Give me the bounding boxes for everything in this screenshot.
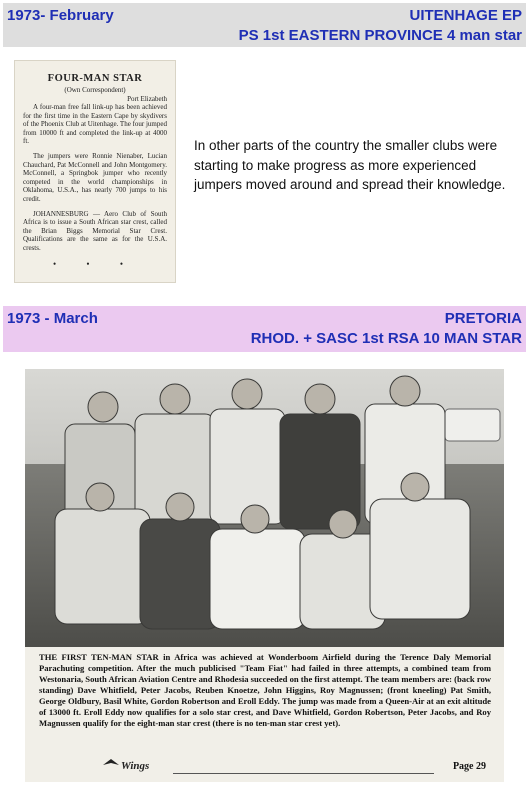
section-header-february [3,3,526,47]
section-title: RHOD. + SASC 1st RSA 10 MAN STAR [250,330,522,347]
section-location: PRETORIA [444,310,522,327]
team-photo [25,369,504,647]
photo-caption: THE FIRST TEN-MAN STAR in Africa was achieved at Wonderboom Airfield during the Terence Daly Memorial Parachuting competition. After the much publicised "Team Fiat" had failed in three attempts, a combined team from Westonaria, South African Aviation Centre and Rhodesia succeeded on the first attempt. The team members are: (back row standing) Dave Whitfield, Peter Jacobs, Reuben Knoetze, John Higgins, Roy Magnussen; (front kneeling) Pat Smith, George Oldbury, Basil White, Gordon Robertson and Eroll Eddy. The jump was made from a Queen-Air at an exit altitude of 13000 ft. Eroll Eddy now qualifies for a solo star crest, and Dave Whitfield, Gordon Robertson, Peter Jacobs, and Roy Magnussen qualify for the eight-man star crest (there is no ten-man star crest yet). [39,652,492,728]
section-location: UITENHAGE EP [409,7,522,24]
wings-logo [101,756,165,774]
section-title: PS 1st EASTERN PROVINCE 4 man star [238,27,522,44]
clipping-place: Port Elizabeth [127,95,167,103]
magazine-clipping-ten-man-star [25,369,504,782]
page-number: Page 29 [452,761,486,772]
body-paragraph: In other parts of the country the smaller clubs were starting to make progress as more experienced jumpers moved around and spread their knowledge. [194,138,506,192]
clipping-paragraph: JOHANNESBURG — Aero Club of South Africa is to issue a South African star crest, called the Brian Biggs Memorial Star Crest. Qualifications are the same as for the U.S.A. crests. [23,209,167,252]
section-date: 1973 - March [7,310,98,327]
newspaper-clipping-four-man-star [14,60,176,283]
section-date: 1973- February [7,7,114,24]
clipping-headline: FOUR-MAN STAR [47,73,143,84]
clipping-separator: • • • [53,258,137,269]
logo-text: Wings [121,760,150,772]
clipping-paragraph: The jumpers were Ronnie Nienaber, Lucian Chauchard, Pat McConnell and John Montgomery. McConnell, a Springbok jumper who recently competed in the world championships in Oklahoma, U.S.A., has nearly 700 jumps to his credit. [23,151,167,203]
section-header-march [3,306,526,352]
footer-rule [173,773,434,774]
clipping-byline: (Own Correspondent) [64,86,126,94]
clipping-paragraph: A four-man free fall link-up has been achieved for the first time in the Eastern Cape by skydivers of the Phoenix Club at Uitenhage. The four jumped from 10000 ft and completed the link-up at 4000 ft. [23,103,167,146]
team-photo-image [25,369,504,647]
